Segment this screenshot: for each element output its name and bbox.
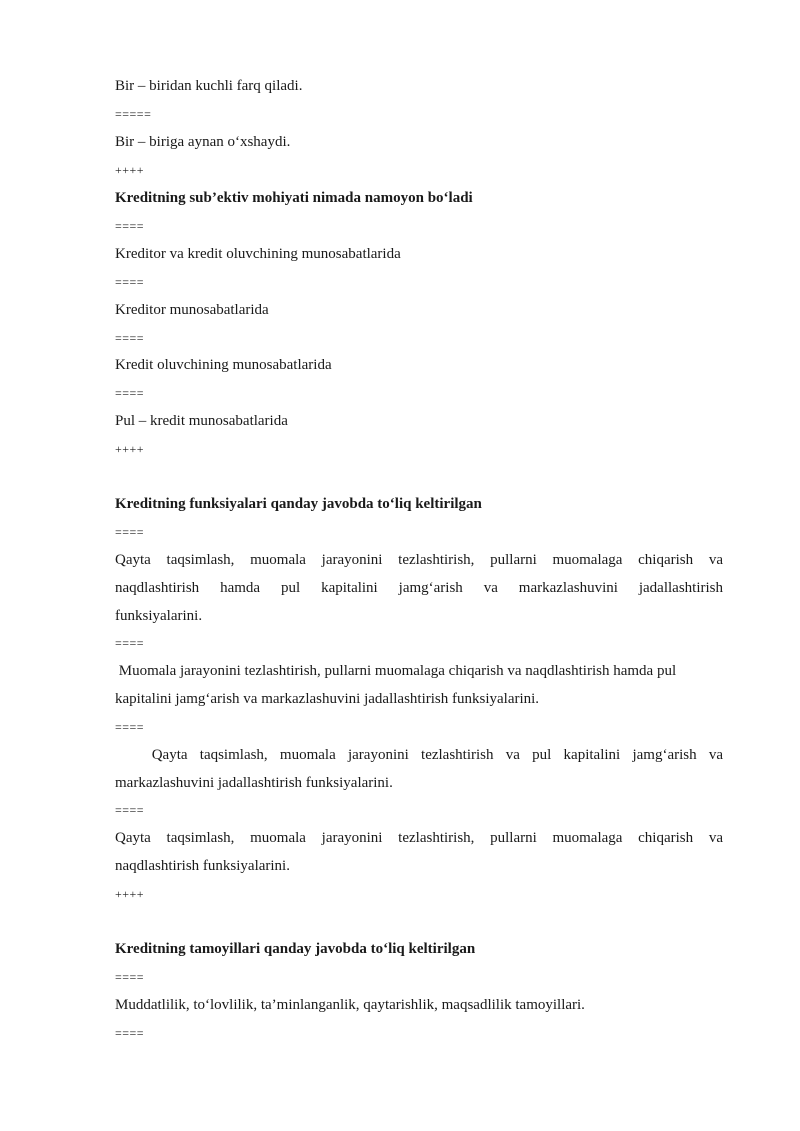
- separator-marker: ====: [115, 331, 145, 345]
- question-marker: ++++: [115, 163, 145, 177]
- answer-option: Kreditor munosabatlarida: [115, 302, 269, 318]
- separator-marker: ====: [115, 386, 145, 400]
- separator-marker: ====: [115, 525, 145, 539]
- separator-marker: ====: [115, 219, 145, 233]
- answer-option-line: Qayta taqsimlash, muomala jarayonini tezlashtirish, pullarni muomalaga chiqarish va: [115, 830, 723, 846]
- answer-option-line: naqdlashtirish funksiyalarini.: [115, 858, 290, 874]
- answer-option-line: naqdlashtirish hamda pul kapitalini jamg‘arish va markazlashuvini jadallashtirish: [115, 580, 723, 596]
- answer-option-line: funksiyalarini.: [115, 608, 203, 624]
- separator-marker: ====: [115, 275, 145, 289]
- answer-option-line: Qayta taqsimlash, muomala jarayonini tezlashtirish va pul kapitalini jamg‘arish va: [115, 747, 723, 763]
- answer-option: Bir – biridan kuchli farq qiladi.: [115, 78, 303, 94]
- question-title: Kreditning sub’ektiv mohiyati nimada namoyon bo‘ladi: [115, 190, 473, 206]
- question-title: Kreditning funksiyalari qanday javobda to‘liq keltirilgan: [115, 496, 482, 512]
- answer-option-line: Qayta taqsimlash, muomala jarayonini tezlashtirish, pullarni muomalaga chiqarish va: [115, 552, 723, 568]
- answer-option-line: Muomala jarayonini tezlashtirish, pullarni muomalaga chiqarish va naqdlashtirish hamda pul: [115, 663, 677, 679]
- separator-marker: ====: [115, 803, 145, 817]
- answer-option: Bir – biriga aynan o‘xshaydi.: [115, 134, 291, 150]
- answer-option: Kreditor va kredit oluvchining munosabatlarida: [115, 246, 401, 262]
- separator-marker: ====: [115, 970, 145, 984]
- separator-marker: =====: [115, 107, 152, 121]
- separator-marker: ====: [115, 720, 145, 734]
- answer-option-line: kapitalini jamg‘arish va markazlashuvini jadallashtirish funksiyalarini.: [115, 691, 540, 707]
- question-title: Kreditning tamoyillari qanday javobda to‘liq keltirilgan: [115, 941, 476, 957]
- question-marker: ++++: [115, 442, 145, 456]
- answer-option-line: markazlashuvini jadallashtirish funksiyalarini.: [115, 775, 393, 791]
- answer-option: Muddatlilik, to‘lovlilik, ta’minlanganlik, qaytarishlik, maqsadlilik tamoyillari.: [115, 997, 585, 1013]
- question-marker: ++++: [115, 887, 145, 901]
- answer-option: Kredit oluvchining munosabatlarida: [115, 357, 332, 373]
- separator-marker: ====: [115, 636, 145, 650]
- answer-option: Pul – kredit munosabatlarida: [115, 413, 288, 429]
- separator-marker: ====: [115, 1026, 145, 1040]
